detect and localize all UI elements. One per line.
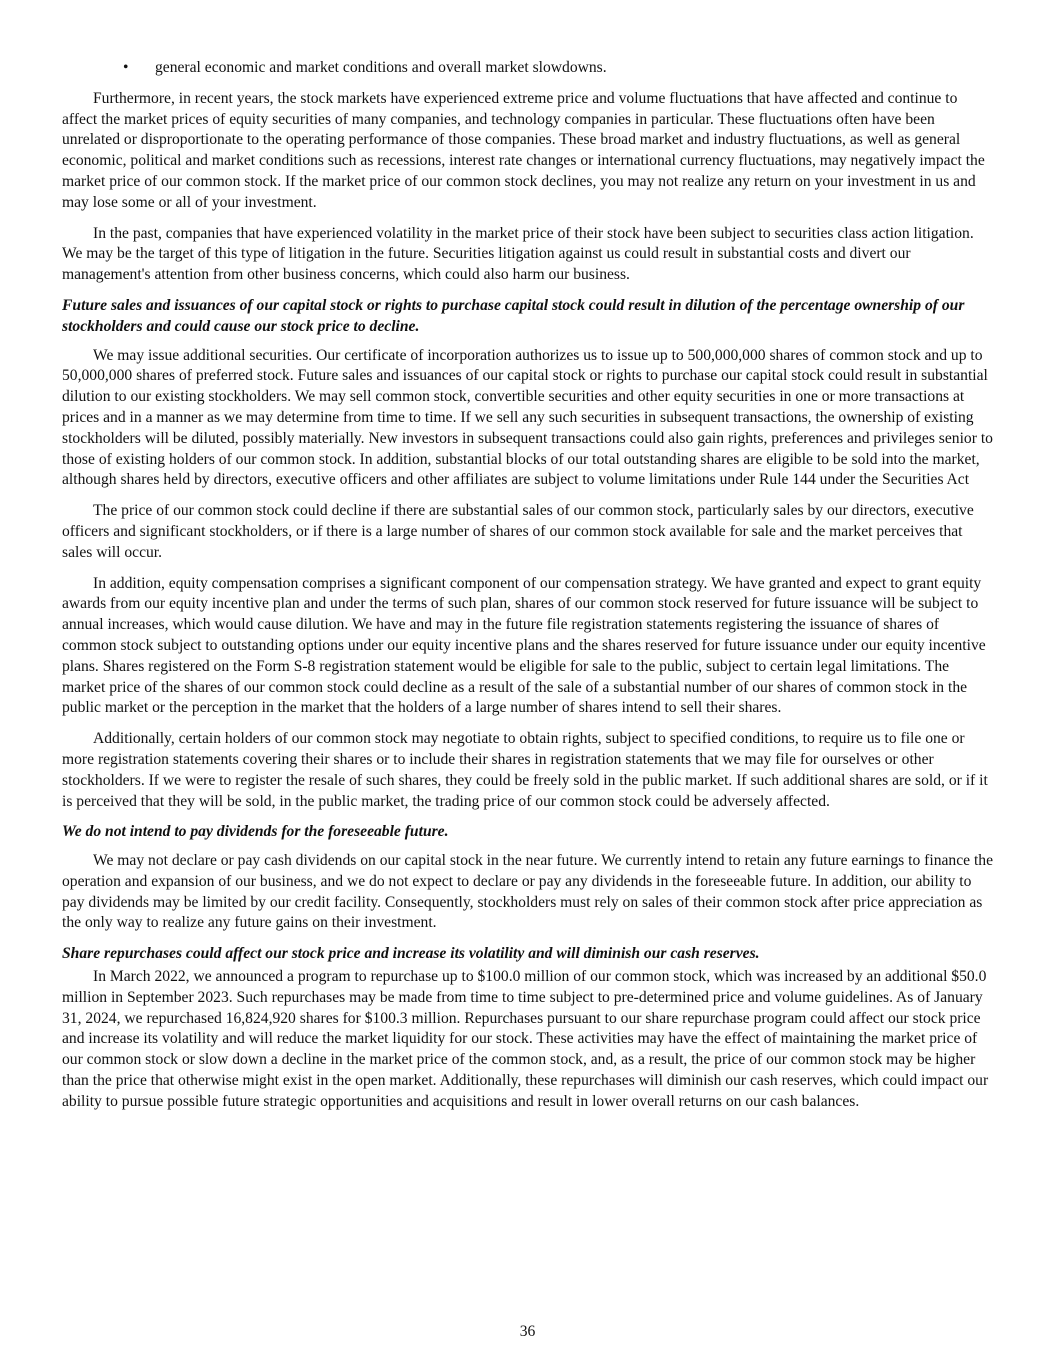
heading-no-dividends: We do not intend to pay dividends for the foreseeable future. xyxy=(62,823,449,841)
page-number: 36 xyxy=(519,1323,536,1340)
paragraph-market-fluctuations: Furthermore, in recent years, the stock markets have experienced extreme price and volume fluctuations that have affected and continue to affect the market prices of equity securities of many companies, and technology companies in particular. These fluctuations often have been unrelated or disproportionate to the operating performance of those companies. These broad market and industry fluctuations, as well as general economic, political and market conditions such as recessions, interest rate changes or international currency fluctuations, may negatively impact the market price of our common stock. If the market price of our common stock declines, you may not realize any return on your investment in us and may lose some or all of your investment. xyxy=(62,89,985,211)
paragraph-additional-securities: We may issue additional securities. Our certificate of incorporation authorizes us to issue up to 500,000,000 shares of common stock and up to 50,000,000 shares of preferred stock. Future sales and issuances of our capital stock or rights to purchase our capital stock could result in substantial dilution to our existing stockholders. We may sell common stock, convertible securities and other equity securities in one or more transactions at prices and in a manner as we may determine from time to time. If we sell any such securities in subsequent transactions, the ownership of existing stockholders will be diluted, possibly materially. New investors in subsequent transactions could also gain rights, preferences and privileges senior to those of existing holders of our common stock. In addition, substantial blocks of our total outstanding shares are eligible to be sold into the market, although shares held by directors, executive officers and other affiliates are subject to volume limitations under Rule 144 under the Securities Act xyxy=(62,346,993,489)
bullet-text: general economic and market conditions and overall market slowdowns. xyxy=(155,59,607,76)
paragraph-dividends: We may not declare or pay cash dividends on our capital stock in the near future. We currently intend to retain any future earnings to finance the operation and expansion of our business, and we do not expect to declare or pay any dividends in the foreseeable future. In addition, our ability to pay dividends may be limited by our credit facility. Consequently, stockholders must rely on sales of their common stock after price appreciation as the only way to realize any future gains on their investment. xyxy=(62,852,994,932)
bullet-item xyxy=(62,58,996,79)
paragraph-share-repurchases: In March 2022, we announced a program to repurchase up to $100.0 million of our common stock, which was increased by an additional $50.0 million in September 2023. Such repurchases may be made from time to time subject to pre-determined price and volume guidelines. As of January 31, 2024, we repurchased 16,824,920 shares for $100.3 million. Repurchases pursuant to our share repurchase program could affect our stock price and increase its volatility and will reduce the market liquidity for our stock. These activities may have the effect of maintaining the market price of our common stock or slow down a decline in the market price of the common stock, and, as a result, the price of our common stock may be higher than the price that otherwise might exist in the open market. Additionally, these repurchases will diminish our cash reserves, which could impact our ability to pursue possible future strategic opportunities and acquisitions and result in lower overall returns on our cash balances. xyxy=(62,968,989,1110)
paragraph-securities-litigation: In the past, companies that have experienced volatility in the market price of their stock have been subject to securities class action litigation. We may be the target of this type of litigation in the future. Securities litigation against us could result in substantial costs and divert our management's attention from other business concerns, which could also harm our business. xyxy=(62,224,974,284)
bullet-mark: • xyxy=(123,59,129,76)
paragraph-equity-compensation: In addition, equity compensation comprises a significant component of our compensation strategy. We have granted and expect to grant equity awards from our equity incentive plan and under the terms of such plan, shares of our common stock reserved for future issuance will be subject to annual increases, which would cause dilution. We have and may in the future file registration statements registering the issuance of shares of common stock subject to outstanding options under our equity incentive plans and the shares reserved for future issuance under our equity incentive plans. Shares registered on the Form S-8 registration statement would be eligible for sale to the public, subject to certain legal limitations. The market price of the shares of our common stock could decline as a result of the sale of a substantial number of our shares of common stock in the public market or the perception in the market that the holders of a large number of shares intend to sell their shares. xyxy=(62,574,986,717)
heading-share-repurchases: Share repurchases could affect our stock price and increase its volatility and will diminish our cash reserves. xyxy=(62,945,760,963)
paragraph-registration-rights: Additionally, certain holders of our common stock may negotiate to obtain rights, subject to specified conditions, to require us to file one or more registration statements covering their shares or to include their shares in registration statements that we may file for ourselves or other stockholders. If we were to register the resale of such shares, they could be freely sold in the public market. If such additional shares are sold, or if it is perceived that they will be sold, in the public market, the trading price of our common stock could be adversely affected. xyxy=(62,730,988,810)
paragraph-stock-price-decline: The price of our common stock could decline if there are substantial sales of our common stock, particularly sales by our directors, executive officers and significant stockholders, or if there is a large number of shares of our common stock available for sale and the market perceives that sales will occur. xyxy=(62,502,974,561)
document-page xyxy=(62,58,996,1113)
heading-future-sales-dilution: Future sales and issuances of our capital stock or rights to purchase capital stock could result in dilution of the percentage ownership of our stockholders and could cause our stock price to decline. xyxy=(62,296,965,335)
